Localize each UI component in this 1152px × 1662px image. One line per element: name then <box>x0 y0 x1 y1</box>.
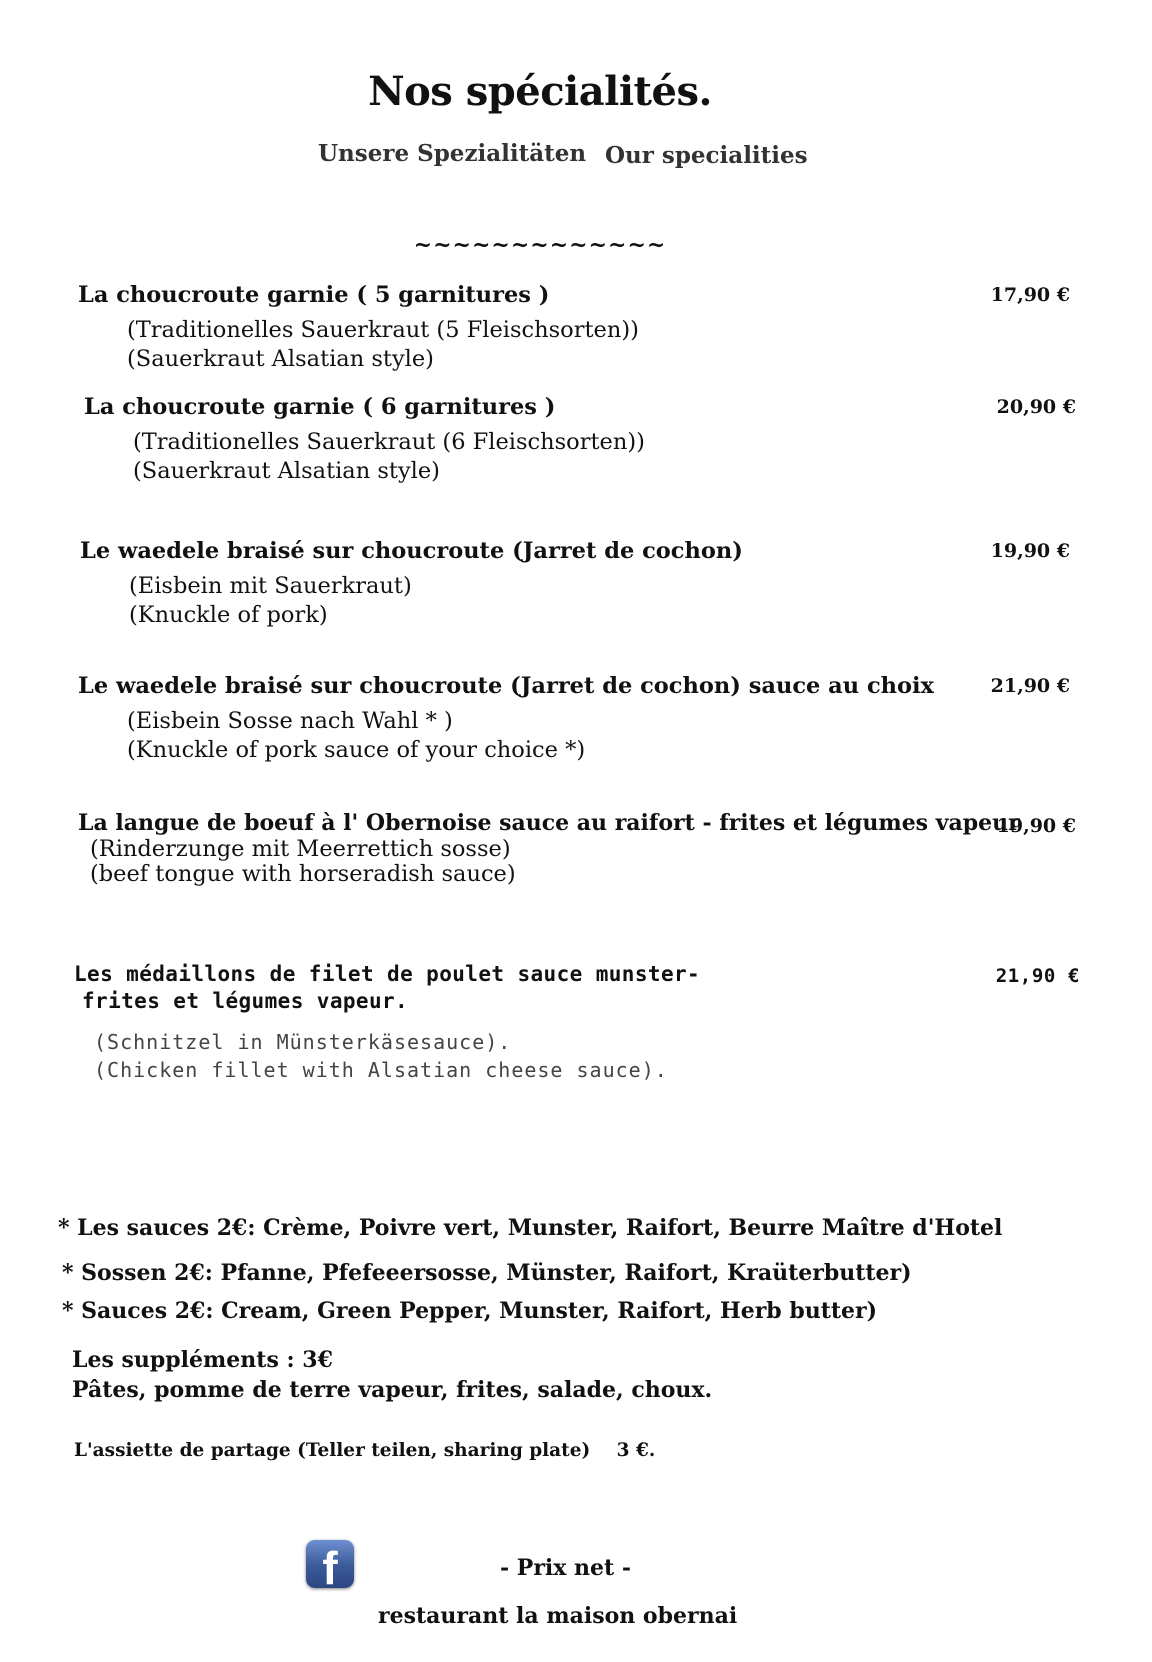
sauces-german: * Sossen 2€: Pfanne, Pfefeeersosse, Münster, Raifort, Kraüterbutter) <box>62 1260 912 1286</box>
sharing-plate-price: 3 €. <box>616 1440 656 1461</box>
dish-price: 21,90 € <box>990 675 1070 697</box>
dish-desc-german: (Traditionelles Sauerkraut (6 Fleischsorten)) <box>133 429 645 455</box>
dish-price: 17,90 € <box>990 284 1070 306</box>
dish-price: 19,90 € <box>990 540 1070 562</box>
dish-desc-german: (Eisbein Sosse nach Wahl * ) <box>127 708 453 734</box>
page-title: Nos spécialités. <box>368 68 712 115</box>
sauces-french: * Les sauces 2€: Crème, Poivre vert, Munster, Raifort, Beurre Maître d'Hotel <box>58 1215 1003 1241</box>
dish-name: La langue de boeuf à l' Obernoise sauce au raifort - frites et légumes vapeur <box>78 810 1020 836</box>
dish-desc-german: (Schnitzel in Münsterkäsesauce). <box>94 1030 512 1054</box>
dish-name: La choucroute garnie ( 6 garnitures ) <box>84 394 556 420</box>
sauces-english: * Sauces 2€: Cream, Green Pepper, Munster, Raifort, Herb butter) <box>62 1298 878 1324</box>
dish-desc-english: (Sauerkraut Alsatian style) <box>127 346 434 372</box>
dish-name: La choucroute garnie ( 5 garnitures ) <box>78 282 550 308</box>
sharing-plate-label: L'assiette de partage (Teller teilen, sharing plate) <box>74 1440 591 1461</box>
dish-desc-english: (Sauerkraut Alsatian style) <box>133 458 440 484</box>
dish-desc-english: (Knuckle of pork sauce of your choice *) <box>127 737 586 763</box>
supplements-title: Les suppléments : 3€ <box>72 1347 333 1373</box>
dish-name: Le waedele braisé sur choucroute (Jarret de cochon) sauce au choix <box>78 673 934 699</box>
dish-desc-english: (Knuckle of pork) <box>129 602 328 628</box>
sharing-plate <box>74 1440 655 1461</box>
restaurant-name: restaurant la maison obernai <box>378 1603 738 1629</box>
dish-desc-english: (beef tongue with horseradish sauce) <box>90 861 516 887</box>
supplements-items: Pâtes, pomme de terre vapeur, frites, salade, choux. <box>72 1377 713 1403</box>
subtitle-english: Our specialities <box>605 142 808 169</box>
subtitle-german: Unsere Spezialitäten <box>318 140 587 167</box>
dish-price: 21,90 € <box>995 965 1080 987</box>
facebook-letter: f <box>322 1542 338 1594</box>
dish-name-line-2: frites et légumes vapeur. <box>82 989 409 1013</box>
dish-name: Le waedele braisé sur choucroute (Jarret de cochon) <box>80 538 743 564</box>
net-price-note: - Prix net - <box>500 1555 632 1581</box>
facebook-icon[interactable] <box>306 1540 354 1594</box>
dish-price: 19,90 € <box>996 815 1076 837</box>
dish-desc-german: (Traditionelles Sauerkraut (5 Fleischsorten)) <box>127 317 639 343</box>
tilde-divider: ~~~~~~~~~~~~~ <box>413 232 667 258</box>
dish-desc-german: (Eisbein mit Sauerkraut) <box>129 573 412 599</box>
dish-desc-german: (Rinderzunge mit Meerrettich sosse) <box>90 836 511 862</box>
dish-desc-english: (Chicken fillet with Alsatian cheese sauce). <box>94 1058 668 1082</box>
dish-price: 20,90 € <box>996 396 1076 418</box>
dish-name-line-1: Les médaillons de filet de poulet sauce munster- <box>74 962 701 986</box>
